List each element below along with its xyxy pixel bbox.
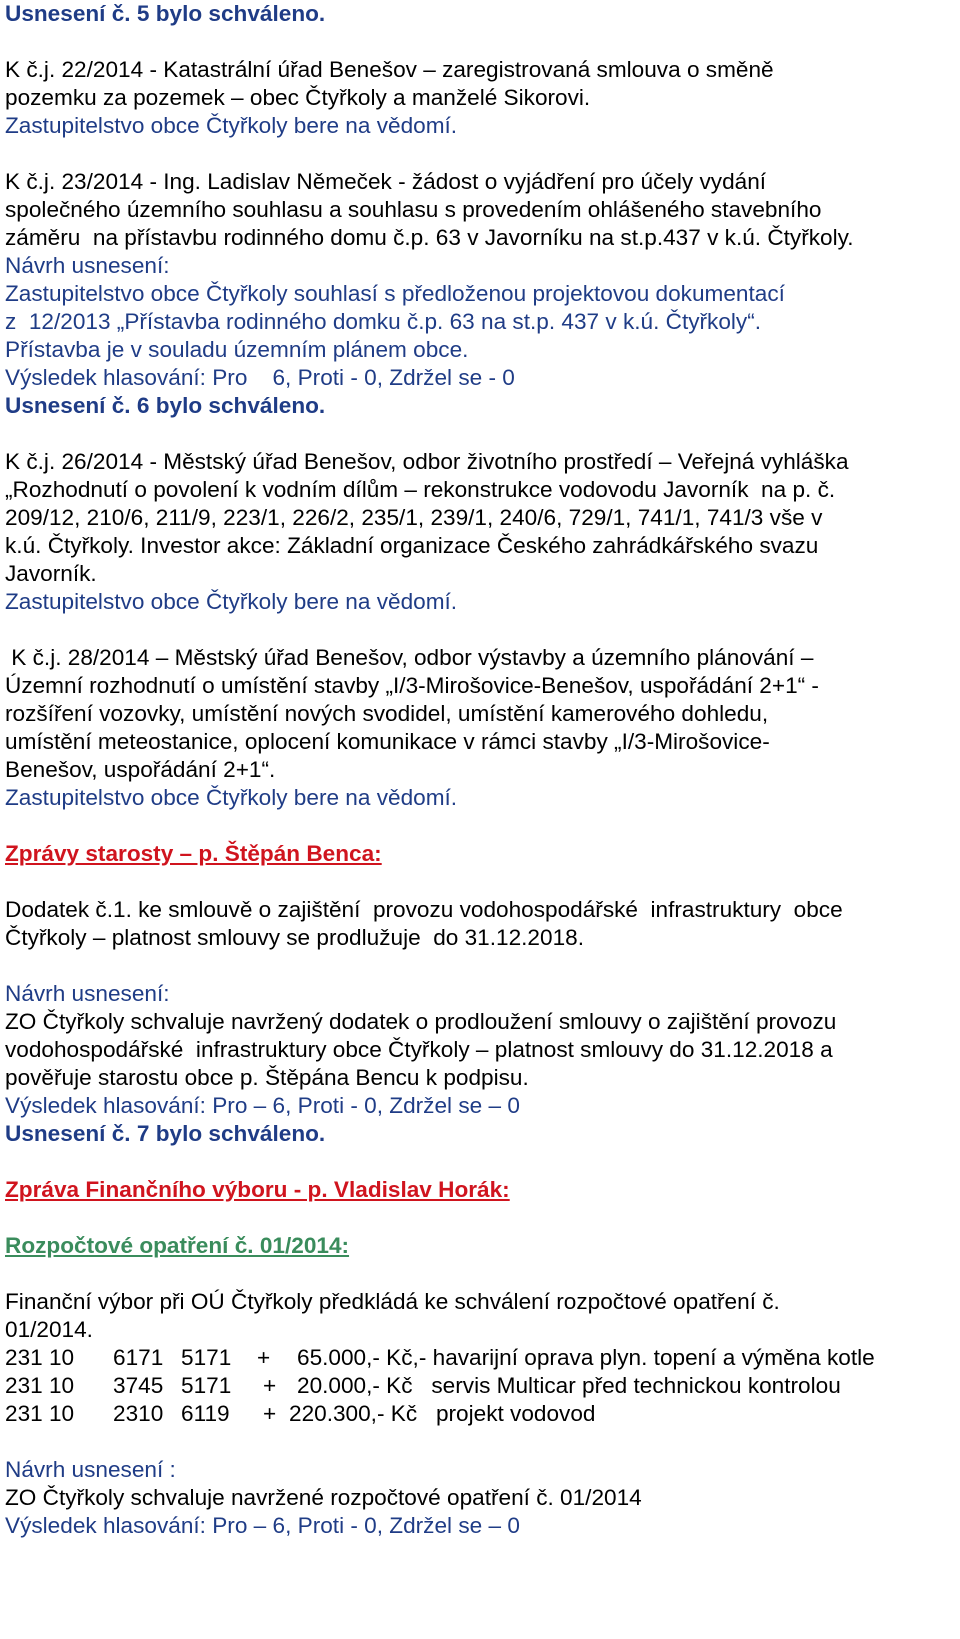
item-23-2014-line-3: záměru na přístavbu rodinného domu č.p. 63 v Javorníku na st.p.437 v k.ú. Čtyřkoly. [5, 225, 854, 250]
amendment-line-2: Čtyřkoly – platnost smlouvy se prodlužuje do 31.12.2018. [5, 925, 584, 950]
proposal-1-line-1: Zastupitelstvo obce Čtyřkoly souhlasí s předloženou projektovou dokumentací [5, 281, 785, 306]
proposal-2-line-2: vodohospodářské infrastruktury obce Čtyřkoly – platnost smlouvy do 31.12.2018 a [5, 1037, 833, 1062]
item-28-2014-line-1: K č.j. 28/2014 – Městský úřad Benešov, odbor výstavby a územního plánování – [5, 645, 814, 670]
budget-cell-sign: + [263, 1401, 277, 1426]
budget-intro-line-2: 01/2014. [5, 1317, 93, 1342]
proposal-heading-2: Návrh usnesení: [5, 981, 170, 1006]
section-mayor-reports: Zprávy starosty – p. Štěpán Benca: [5, 841, 382, 866]
budget-cell-account: 231 10 [5, 1401, 75, 1426]
vote-result-1: Výsledek hlasování: Pro 6, Proti - 0, Zdržel se - 0 [5, 365, 515, 390]
budget-cell-account: 231 10 [5, 1345, 75, 1370]
item-26-2014-line-5: Javorník. [5, 561, 97, 586]
item-28-2014-line-4: umístění meteostanice, oplocení komunikace v rámci stavby „I/3-Mirošovice- [5, 729, 770, 754]
proposal-3-line-1: ZO Čtyřkoly schvaluje navržené rozpočtové opatření č. 01/2014 [5, 1485, 642, 1510]
budget-cell-amount: 20.000,- Kč servis Multicar před technickou kontrolou [297, 1373, 841, 1398]
item-28-2014-line-3: rozšíření vozovky, umístění nových svodidel, umístění kamerového dohledu, [5, 701, 769, 726]
item-23-2014-line-1: K č.j. 23/2014 - Ing. Ladislav Němeček - žádost o vyjádření pro účely vydání [5, 169, 767, 194]
item-28-2014-line-5: Benešov, uspořádání 2+1“. [5, 757, 276, 782]
item-26-2014-line-3: 209/12, 210/6, 211/9, 223/1, 226/2, 235/1, 239/1, 240/6, 729/1, 741/1, 741/3 vše v [5, 505, 823, 530]
proposal-2-line-1: ZO Čtyřkoly schvaluje navržený dodatek o prodloužení smlouvy o zajištění provozu [5, 1009, 837, 1034]
budget-cell-sign: + [263, 1373, 277, 1398]
budget-cell-amount: 65.000,- Kč,- havarijní oprava plyn. topení a výměna kotle [297, 1345, 875, 1370]
budget-cell-paragraph: 6171 [113, 1345, 164, 1370]
budget-row [5, 1400, 596, 1428]
item-23-2014-line-2: společného územního souhlasu a souhlasu s provedením ohlášeného stavebního [5, 197, 822, 222]
budget-cell-item: 6119 [181, 1401, 230, 1426]
item-28-2014-line-2: Územní rozhodnutí o umístění stavby „I/3-Mirošovice-Benešov, uspořádání 2+1“ - [5, 673, 819, 698]
item-28-2014-noted: Zastupitelstvo obce Čtyřkoly bere na vědomí. [5, 785, 458, 810]
budget-cell-item: 5171 [181, 1373, 232, 1398]
budget-cell-sign: + [257, 1345, 271, 1370]
item-26-2014-line-4: k.ú. Čtyřkoly. Investor akce: Základní organizace Českého zahrádkářského svazu [5, 533, 819, 558]
item-26-2014-line-2: „Rozhodnutí o povolení k vodním dílům – rekonstrukce vodovodu Javorník na p. č. [5, 477, 836, 502]
proposal-1-line-2: z 12/2013 „Přístavba rodinného domku č.p. 63 na st.p. 437 v k.ú. Čtyřkoly“. [5, 309, 762, 334]
proposal-2-line-3: pověřuje starostu obce p. Štěpána Bencu k podpisu. [5, 1065, 529, 1090]
item-22-2014-noted: Zastupitelstvo obce Čtyřkoly bere na vědomí. [5, 113, 458, 138]
vote-result-2: Výsledek hlasování: Pro – 6, Proti - 0, Zdržel se – 0 [5, 1093, 520, 1118]
budget-cell-amount: 220.300,- Kč projekt vodovod [289, 1401, 596, 1426]
item-22-2014-line-2: pozemku za pozemek – obec Čtyřkoly a manželé Sikorovi. [5, 85, 591, 110]
section-budget-measure: Rozpočtové opatření č. 01/2014: [5, 1233, 350, 1258]
amendment-line-1: Dodatek č.1. ke smlouvě o zajištění provozu vodohospodářské infrastruktury obce [5, 897, 843, 922]
budget-cell-paragraph: 2310 [113, 1401, 164, 1426]
resolution-5-approved: Usnesení č. 5 bylo schváleno. [5, 1, 326, 26]
proposal-1-line-3: Přístavba je v souladu územním plánem obce. [5, 337, 469, 362]
budget-cell-paragraph: 3745 [113, 1373, 164, 1398]
budget-row [5, 1344, 875, 1372]
item-26-2014-line-1: K č.j. 26/2014 - Městský úřad Benešov, odbor životního prostředí – Veřejná vyhláška [5, 449, 849, 474]
proposal-heading-1: Návrh usnesení: [5, 253, 170, 278]
item-22-2014-line-1: K č.j. 22/2014 - Katastrální úřad Benešov – zaregistrovaná smlouva o směně [5, 57, 774, 82]
proposal-heading-3: Návrh usnesení : [5, 1457, 176, 1482]
budget-cell-account: 231 10 [5, 1373, 75, 1398]
budget-intro-line-1: Finanční výbor při OÚ Čtyřkoly předkládá ke schválení rozpočtové opatření č. [5, 1289, 780, 1314]
vote-result-3: Výsledek hlasování: Pro – 6, Proti - 0, Zdržel se – 0 [5, 1513, 520, 1538]
item-26-2014-noted: Zastupitelstvo obce Čtyřkoly bere na vědomí. [5, 589, 458, 614]
budget-row [5, 1372, 841, 1400]
section-finance-committee: Zpráva Finančního výboru - p. Vladislav Horák: [5, 1177, 510, 1202]
resolution-6-approved: Usnesení č. 6 bylo schváleno. [5, 393, 326, 418]
resolution-7-approved: Usnesení č. 7 bylo schváleno. [5, 1121, 326, 1146]
budget-cell-item: 5171 [181, 1345, 232, 1370]
